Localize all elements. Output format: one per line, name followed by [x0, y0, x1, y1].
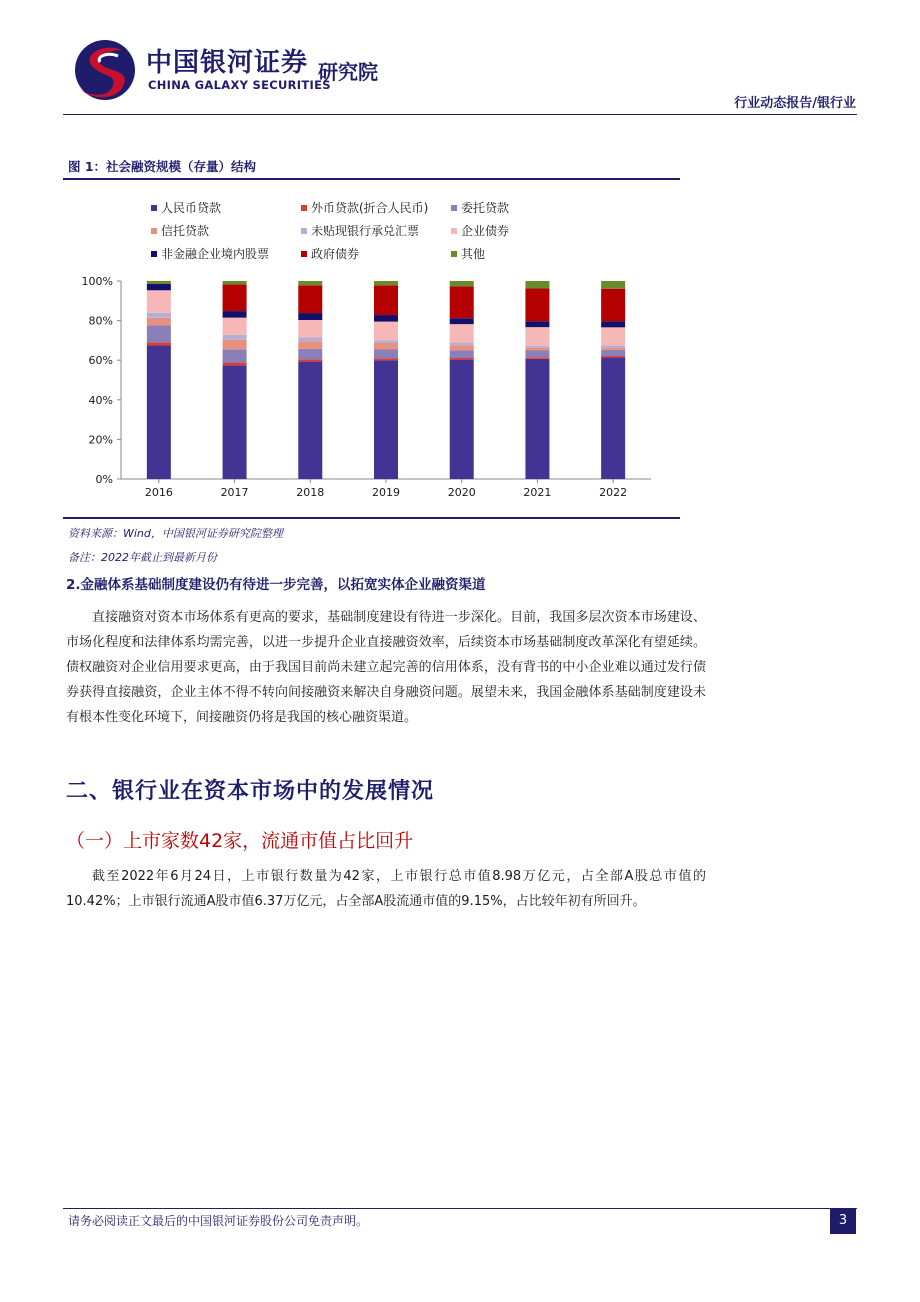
bar-segment: [525, 350, 549, 357]
legend-label: 政府债券: [311, 247, 360, 261]
bar-segment: [298, 285, 322, 313]
figure-bottom-rule: [63, 517, 680, 519]
legend-swatch: [451, 228, 457, 234]
legend-swatch: [301, 251, 307, 257]
bar-segment: [450, 350, 474, 358]
bar-segment: [601, 321, 625, 327]
bar-segment: [298, 337, 322, 341]
bar-segment: [374, 343, 398, 350]
bar-segment: [601, 356, 625, 357]
legend-label: 企业债券: [461, 224, 510, 238]
legend-label: 人民币贷款: [161, 201, 222, 215]
x-tick-label: 2022: [599, 486, 628, 499]
bar-segment: [374, 285, 398, 315]
bar-segment: [525, 346, 549, 348]
bar-segment: [601, 357, 625, 479]
legend-label: 外币贷款(折合人民币): [311, 201, 429, 215]
bar-segment: [525, 281, 549, 289]
figure-note: 备注：2022年截止到最新月份: [68, 551, 217, 564]
y-tick-label: 60%: [88, 354, 113, 368]
bar-segment: [525, 348, 549, 351]
sub-heading: 2.金融体系基础制度建设仍有待进一步完善，以拓宽实体企业融资渠道: [66, 577, 486, 593]
bar-segment: [450, 281, 474, 287]
report-type: 行业动态报告/银行业: [734, 96, 856, 111]
legend-swatch: [151, 251, 157, 257]
bar-segment: [374, 315, 398, 322]
bar-segment: [147, 281, 171, 284]
bar-segment: [374, 360, 398, 479]
bar-segment: [298, 349, 322, 359]
bar-segment: [601, 281, 625, 289]
bar-segment: [298, 313, 322, 320]
legend-label: 非金融企业境内股票: [161, 247, 270, 261]
bar-segment: [298, 362, 322, 479]
legend-swatch: [451, 205, 457, 211]
bar-segment: [147, 290, 171, 313]
footer-divider: [63, 1208, 857, 1209]
figure-title: 图 1：社会融资规模（存量）结构: [68, 159, 257, 174]
subsection-title: （一）上市家数42家，流通市值占比回升: [66, 830, 414, 852]
figure-source: 资料来源：Wind，中国银河证券研究院整理: [68, 527, 283, 540]
bar-segment: [450, 345, 474, 350]
legend-label: 未贴现银行承兑汇票: [311, 224, 420, 238]
bar-segment: [450, 358, 474, 360]
x-tick-label: 2020: [447, 486, 476, 499]
bar-segment: [223, 335, 247, 340]
bar-segment: [374, 281, 398, 285]
bar-segment: [223, 311, 247, 318]
bar-segment: [298, 281, 322, 285]
bar-segment: [223, 340, 247, 350]
y-tick-label: 100%: [81, 275, 113, 288]
bar-segment: [223, 365, 247, 479]
x-tick-label: 2021: [523, 486, 552, 499]
bar-segment: [601, 327, 625, 345]
bar-segment: [374, 340, 398, 343]
x-tick-label: 2018: [296, 486, 325, 499]
bar-segment: [147, 343, 171, 346]
bar-segment: [601, 346, 625, 348]
bar-segment: [298, 341, 322, 349]
bar-segment: [147, 313, 171, 318]
y-tick-label: 80%: [88, 314, 113, 328]
company-logo: [72, 38, 138, 102]
disclaimer: 请务必阅读正文最后的中国银河证券股份公司免责声明。: [68, 1214, 369, 1228]
bar-segment: [374, 322, 398, 341]
brand-name-en: CHINA GALAXY SECURITIES: [148, 78, 331, 92]
bar-segment: [450, 324, 474, 342]
legend-swatch: [451, 251, 457, 257]
bar-segment: [601, 347, 625, 349]
bar-segment: [525, 357, 549, 359]
brand-name-cn: 中国银河证券: [146, 48, 309, 78]
bar-segment: [374, 350, 398, 359]
institute-label: 研究院: [318, 60, 378, 84]
legend-swatch: [301, 205, 307, 211]
page-number: 3: [830, 1208, 856, 1234]
bar-segment: [601, 350, 625, 356]
bar-segment: [147, 318, 171, 326]
bar-segment: [450, 318, 474, 324]
legend-label: 委托贷款: [461, 201, 510, 215]
legend-swatch: [151, 228, 157, 234]
stacked-bar-chart: [63, 180, 680, 517]
x-tick-label: 2019: [372, 486, 400, 499]
legend-label: 其他: [461, 247, 486, 261]
x-tick-label: 2017: [220, 486, 249, 499]
bar-segment: [450, 287, 474, 319]
bar-segment: [223, 285, 247, 312]
y-tick-label: 0%: [95, 473, 113, 486]
bar-segment: [223, 318, 247, 335]
paragraph-financing: 直接融资对资本市场体系有更高的要求，基础制度建设有待进一步深化。目前，我国多层次资本市场建设、市场化程度和法律体系均需完善，以进一步提升企业直接融资效率，后续资本市场基础制度改革深化有望延续。债权融资对企业信用要求更高，由于我国目前尚未建立起完善的信用体系，没有背书的中小企业难以通过发行债券获得直接融资，企业主体不得不转向间接融资来解决自身融资问题。展望未来，我国金融体系基础制度建设未有根本性变化环境下，间接融资仍将是我国的核心融资渠道。: [66, 610, 706, 725]
section-title: 二、银行业在资本市场中的发展情况: [66, 779, 435, 804]
legend-swatch: [301, 228, 307, 234]
x-tick-label: 2016: [144, 486, 173, 499]
bar-segment: [525, 359, 549, 479]
legend-swatch: [151, 205, 157, 211]
bar-segment: [525, 289, 549, 322]
bar-segment: [147, 346, 171, 479]
y-tick-label: 20%: [88, 433, 113, 447]
bar-segment: [374, 358, 398, 360]
bar-segment: [298, 359, 322, 361]
bar-segment: [147, 284, 171, 290]
paragraph-listed-banks: 截至2022年6月24日，上市银行数量为42家，上市银行总市值8.98万亿元，占全部A股总市值的10.42%；上市银行流通A股市值6.37万亿元，占全部A股流通市值的9.15%，占比较年初有所回升。: [66, 869, 706, 909]
bar-segment: [450, 343, 474, 346]
bar-segment: [450, 360, 474, 479]
legend-label: 信托贷款: [161, 224, 210, 238]
header-divider: [63, 114, 857, 115]
bar-segment: [525, 321, 549, 327]
bar-segment: [147, 326, 171, 343]
y-tick-label: 40%: [88, 393, 113, 407]
bar-segment: [223, 349, 247, 362]
bar-segment: [298, 320, 322, 337]
bar-segment: [223, 363, 247, 366]
bar-segment: [601, 289, 625, 322]
bar-segment: [223, 281, 247, 285]
bar-segment: [525, 327, 549, 346]
